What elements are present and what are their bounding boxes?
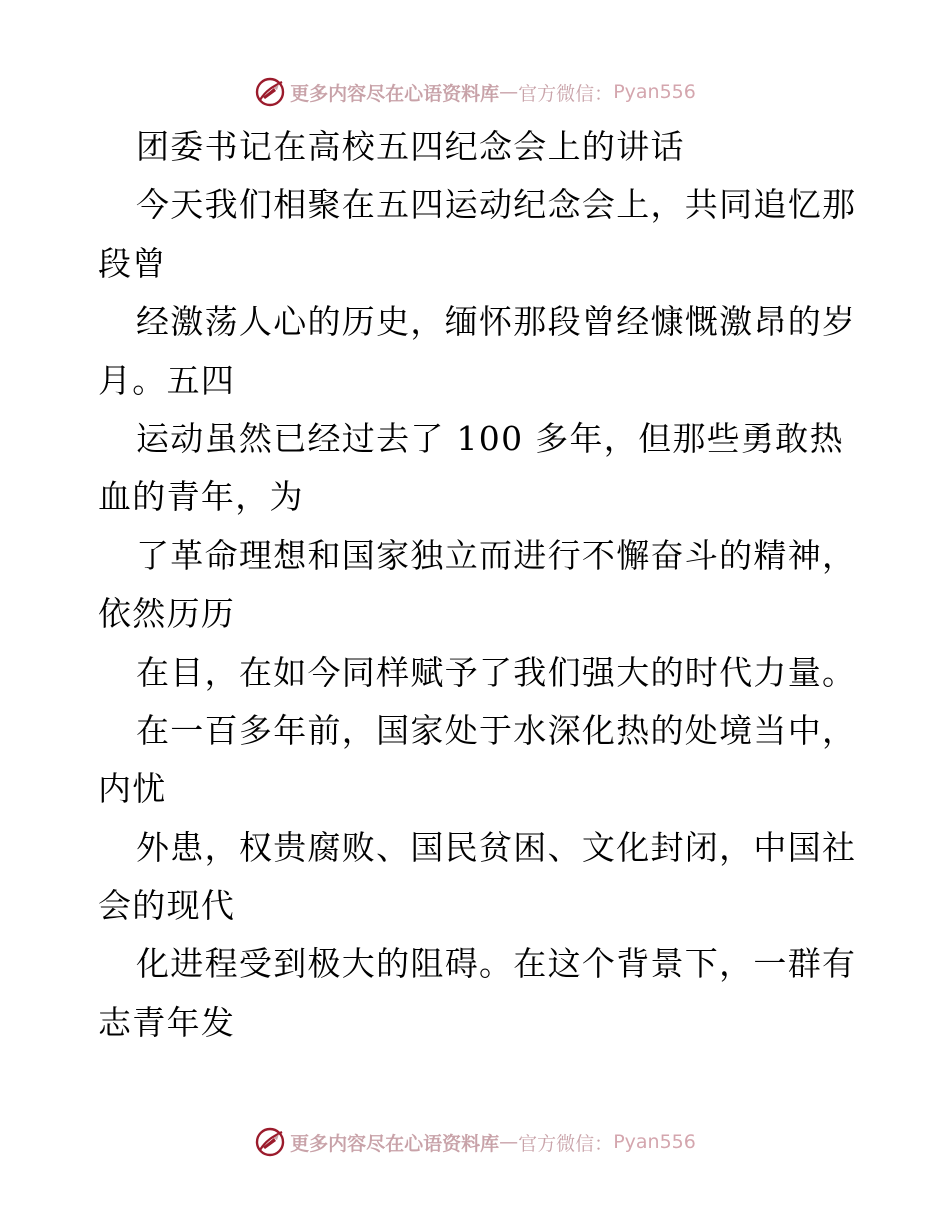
- text-line: 志青年发: [98, 1002, 236, 1042]
- text-line: 在目，在如今同样赋予了我们强大的时代力量。: [136, 652, 857, 692]
- text-line: 今天我们相聚在五四运动纪念会上，共同追忆那: [136, 185, 857, 225]
- pen-logo-icon: [254, 1126, 286, 1158]
- banner-wechat-id: Pyan556: [613, 1131, 696, 1153]
- banner-title: 更多内容尽在心语资料库: [290, 1132, 500, 1155]
- text-line: 段曾: [98, 243, 167, 283]
- banner-title: 更多内容尽在心语资料库: [290, 82, 500, 105]
- banner-wechat-id: Pyan556: [613, 81, 696, 103]
- text-line: 经激荡人心的历史，缅怀那段曾经慷慨激昂的岁: [136, 302, 857, 342]
- text-line: 外患，权贵腐败、国民贫困、文化封闭，中国社: [136, 827, 857, 867]
- header-banner: [0, 72, 950, 112]
- banner-separator: —: [499, 1131, 519, 1153]
- banner-wechat-label: 官方微信：: [518, 1132, 614, 1155]
- text-line: 化进程受到极大的阻碍。在这个背景下，一群有: [136, 944, 857, 984]
- text-line: 运动虽然已经过去了 100 多年，但那些勇敢热: [136, 418, 844, 458]
- document-body: [98, 118, 858, 1052]
- pen-logo-icon: [254, 76, 286, 108]
- text-line: 会的现代: [98, 886, 236, 926]
- text-line: 在一百多年前，国家处于水深化热的处境当中，: [136, 710, 857, 750]
- text-line: 血的青年，为: [98, 477, 304, 517]
- text-line: 团委书记在高校五四纪念会上的讲话: [136, 127, 685, 166]
- footer-banner: [0, 1122, 950, 1162]
- text-line: 依然历历: [98, 594, 236, 634]
- text-line: 月。五四: [98, 360, 236, 400]
- text-line: 了革命理想和国家独立而进行不懈奋斗的精神，: [136, 535, 857, 575]
- text-line: 内忧: [98, 769, 167, 809]
- banner-wechat-label: 官方微信：: [518, 82, 614, 105]
- banner-separator: —: [499, 81, 519, 103]
